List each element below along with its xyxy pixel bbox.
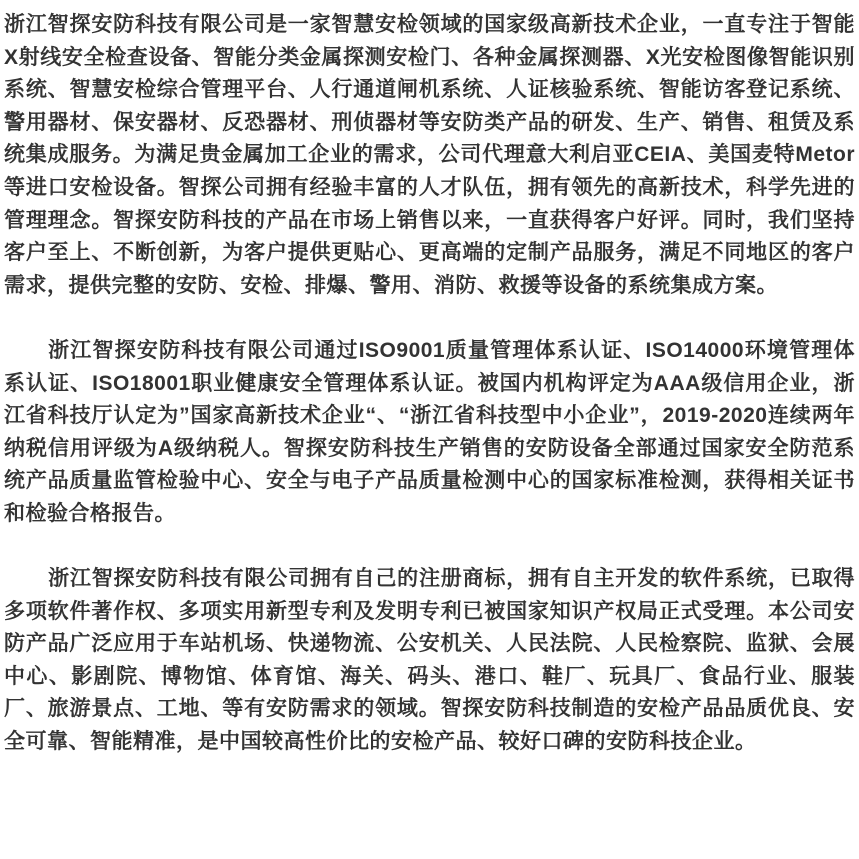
paragraph-company-intro: 浙江智探安防科技有限公司是一家智慧安检领域的国家级高新技术企业，一直专注于智能X射线安全检查设备、智能分类金属探测安检门、各种金属探测器、X光安检图像智能识别系统、智慧安检综合管理平台、人行通道闸机系统、人证核验系统、智能访客登记系统、警用器材、保安器材、反恐器材、刑侦器材等安防类产品的研发、生产、销售、租赁及系统集成服务。为满足贵金属加工企业的需求，公司代理意大利启亚CEIA、美国麦特Metor等进口安检设备。智探公司拥有经验丰富的人才队伍，拥有领先的高新技术，科学先进的管理理念。智探安防科技的产品在市场上销售以来，一直获得客户好评。同时，我们坚持客户至上、不断创新，为客户提供更贴心、更高端的定制产品服务，满足不同地区的客户需求，提供完整的安防、安检、排爆、警用、消防、救援等设备的系统集成方案。 — [4, 13, 855, 297]
paragraph-certifications: 浙江智探安防科技有限公司通过ISO9001质量管理体系认证、ISO14000环境管理体系认证、ISO18001职业健康安全管理体系认证。被国内机构评定为AAA级信用企业，浙江省科技厅认定为”国家高新技术企业“、“浙江省科技型中小企业”，2019-2020连续两年纳税信用评级为A级纳税人。智探安防科技生产销售的安防设备全部通过国家安全防范系统产品质量监管检验中心、安全与电子产品质量检测中心的国家标准检测，获得相关证书和检验合格报告。 — [4, 338, 855, 525]
paragraph-patents-applications: 浙江智探安防科技有限公司拥有自己的注册商标，拥有自主开发的软件系统，已取得多项软件著作权、多项实用新型专利及发明专利已被国家知识产权局正式受理。本公司安防产品广泛应用于车站机场、快递物流、公安机关、人民法院、人民检察院、监狱、会展中心、影剧院、博物馆、体育馆、海关、码头、港口、鞋厂、玩具厂、食品行业、服装厂、旅游景点、工地、等有安防需求的领域。智探安防科技制造的安检产品品质优良、安全可靠、智能精准，是中国较高性价比的安检产品、较好口碑的安防科技企业。 — [4, 567, 855, 754]
